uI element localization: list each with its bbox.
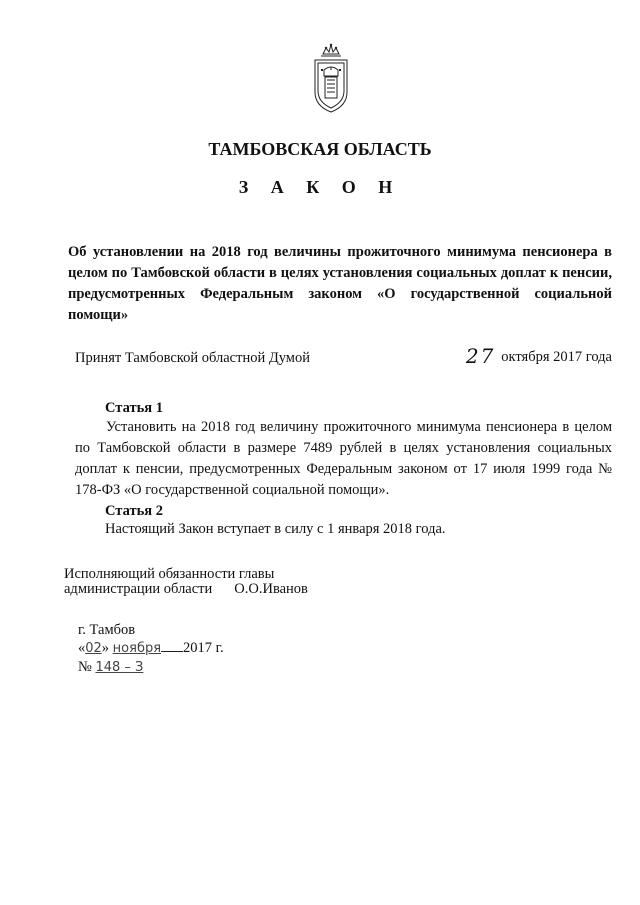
adoption-date	[466, 344, 612, 368]
law-title: Об установлении на 2018 год величины прожиточного минимума пенсионера в целом по Тамбовской области в целях установления социальных доплат к пенсии, предусмотренных Федеральным законом «О государственной социальной помощи»	[68, 244, 612, 323]
handwritten-day: 27	[465, 344, 496, 368]
city: г. Тамбов	[78, 622, 136, 638]
adopted-by-label: Принят Тамбовской областной Думой	[75, 350, 310, 366]
law-number	[78, 659, 143, 676]
adoption-line	[75, 344, 612, 370]
signing-date	[78, 640, 224, 657]
article-1-heading: Статья 1	[105, 400, 163, 416]
law-number-value: 148 – З	[95, 660, 144, 675]
coat-of-arms-emblem	[311, 40, 351, 116]
law-number-label: №	[78, 659, 92, 675]
date-blank-line	[161, 651, 183, 652]
signatory-position-line2	[64, 581, 308, 598]
signatory-name: О.О.Иванов	[234, 581, 308, 597]
date-close-quote: »	[101, 640, 110, 656]
adoption-month-year: октября 2017 года	[501, 349, 612, 365]
date-month-stamp: ноября	[112, 641, 162, 656]
article-1-text: Установить на 2018 год величину прожиточного минимума пенсионера в целом по Тамбовской области в размере 7489 рублей в целях установления социальных доплат к пенсии, предусмотренных Федеральным законом от 17 июля 1999 года № 178-ФЗ «О государственной социальной помощи».	[75, 419, 612, 498]
article-2-text: Настоящий Закон вступает в силу с 1 января 2018 года.	[105, 521, 446, 537]
region-heading: ТАМБОВСКАЯ ОБЛАСТЬ	[208, 139, 432, 159]
signatory-position-line1: Исполняющий обязанности главы	[64, 566, 275, 582]
date-open-quote: «	[78, 640, 86, 656]
date-day-stamp: 02	[85, 641, 102, 656]
document-type-heading: З А К О Н	[238, 177, 402, 197]
article-2-heading: Статья 2	[105, 503, 163, 519]
date-year: 2017 г.	[183, 640, 224, 656]
signatory-position-text: администрации области	[64, 581, 213, 597]
